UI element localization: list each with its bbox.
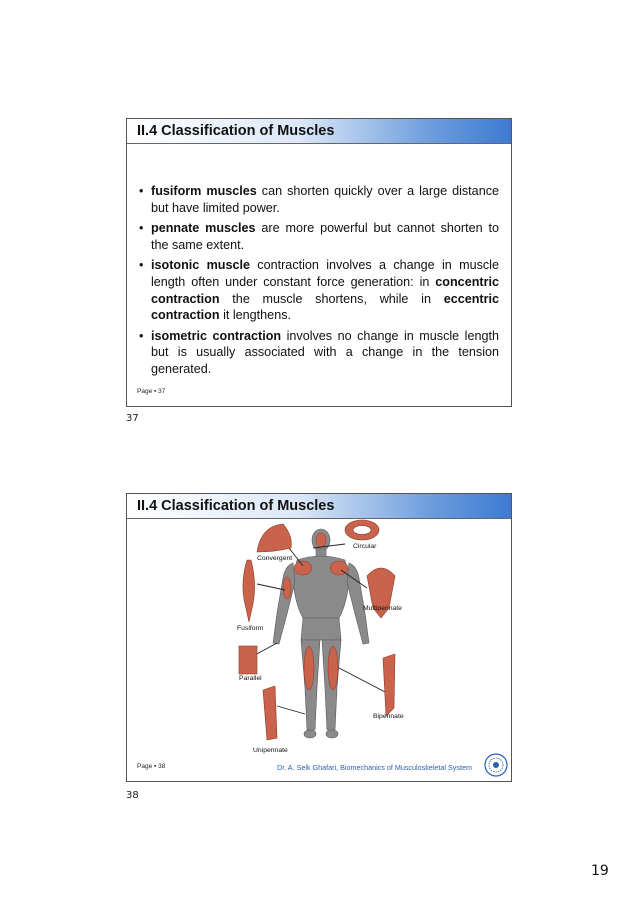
bullet-text: it lengthens. <box>219 308 291 323</box>
parallel-muscle-icon <box>239 646 257 674</box>
slide-title: II.4 Classification of Muscles <box>137 123 335 139</box>
bipennate-muscle-icon <box>383 654 395 716</box>
circular-muscle-icon <box>345 520 379 540</box>
slide-page-label: Page ▪ 38 <box>137 763 166 770</box>
fusiform-muscle-icon <box>243 560 255 622</box>
slide-title-bar <box>127 494 511 519</box>
bullet-list <box>139 183 499 382</box>
slide-number-37: 37 <box>126 413 139 424</box>
convergent-muscle-icon <box>257 524 291 552</box>
bullet-term-eccentric: eccentric contraction <box>151 291 499 323</box>
slide-37 <box>126 118 512 407</box>
label-parallel: Parallel <box>239 675 262 682</box>
label-multipennate: Multipennate <box>363 605 402 612</box>
university-seal-icon <box>484 753 508 777</box>
bullet-term-concentric: concentric contraction <box>151 274 499 306</box>
bullet-text: involves no change in muscle length but is usually associated with a change in the tension generated. <box>151 328 499 376</box>
bullet-text: contraction involves a change in muscle length often under constant force generation: in <box>151 258 499 289</box>
page-number: 19 <box>591 863 609 879</box>
label-circular: Circular <box>353 543 377 550</box>
bullet-text: are more powerful but cannot shorten to the same extent. <box>151 221 499 252</box>
slide-number-38: 38 <box>126 790 139 801</box>
unipennate-muscle-icon <box>263 686 277 740</box>
bullet-pennate <box>139 220 499 253</box>
label-convergent: Convergent <box>257 555 293 562</box>
bullet-term: fusiform muscles <box>151 184 257 198</box>
bullet-term: isometric contraction <box>151 328 282 343</box>
slide-title: II.4 Classification of Muscles <box>137 498 335 514</box>
slide-page-label: Page ▪ 37 <box>137 388 166 395</box>
label-fusiform: Fusiform <box>237 625 264 632</box>
label-bipennate: Bipennate <box>373 713 404 720</box>
slide-title-bar <box>127 119 511 144</box>
muscle-types-figure <box>127 518 513 758</box>
bullet-isotonic <box>139 257 499 323</box>
footer-credit: Dr. A. Selk Ghafari, Biomechanics of Musculoskeletal System <box>277 763 472 772</box>
label-unipennate: Unipennate <box>253 747 288 754</box>
bullet-text: the muscle shortens, while in <box>219 291 444 306</box>
bullet-term: pennate muscles <box>151 221 256 236</box>
bullet-isometric <box>139 328 499 378</box>
bullet-text: can shorten quickly over a large distance but have limited power. <box>151 184 499 215</box>
bullet-fusiform <box>139 183 499 216</box>
bullet-term: isotonic muscle <box>151 258 250 273</box>
slide-38 <box>126 493 512 782</box>
